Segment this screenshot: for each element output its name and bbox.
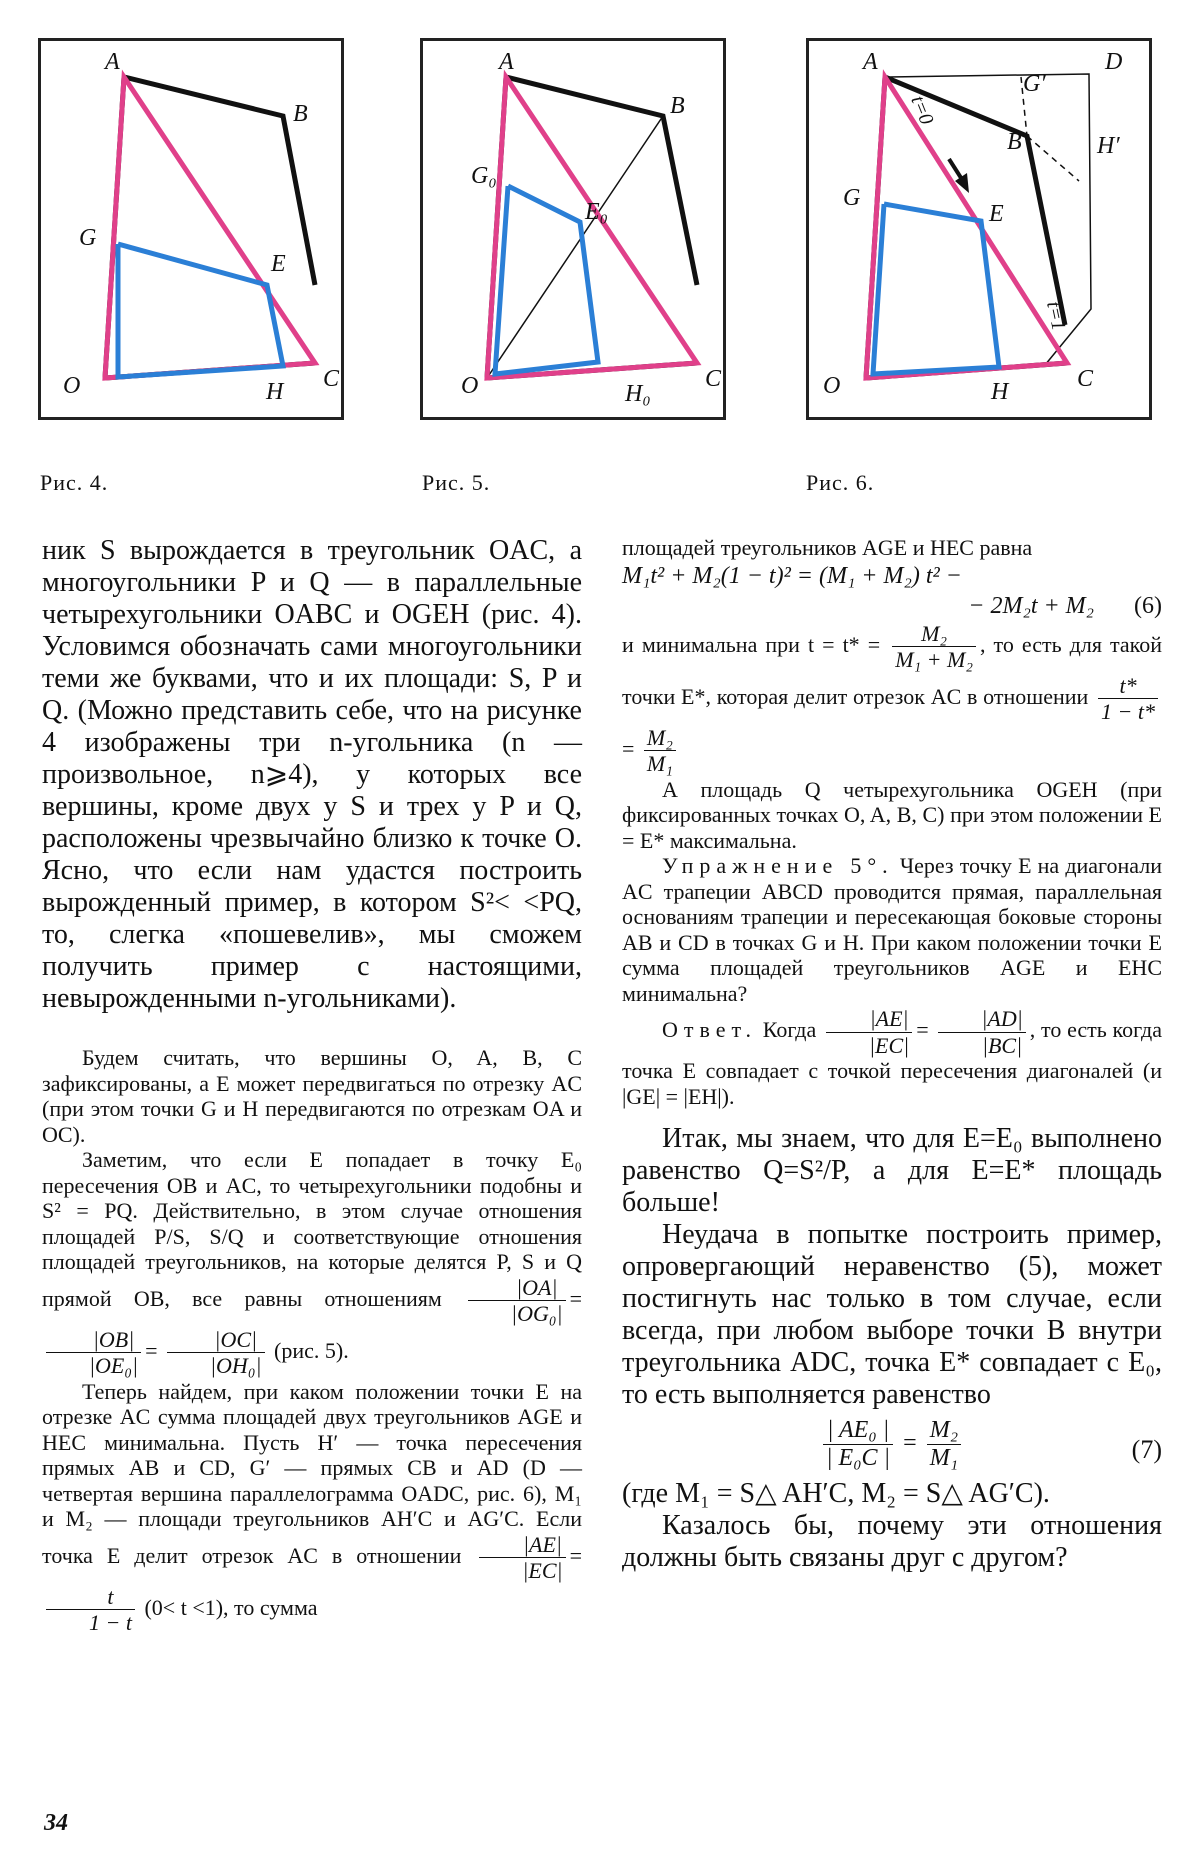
exercise-label: Упражнение 5°. [662,853,894,878]
ratio-ob-num: |OB| [46,1327,141,1354]
caption-fig6: Рис. 6. [806,470,875,495]
frac-tstar-ratio-num: t* [1098,673,1158,700]
ratio-oa-num: |OA| [468,1275,566,1302]
label-a: A [105,49,120,75]
label-g0: G₀ [471,163,497,189]
ratio-ec-den: |EC| [522,1558,563,1583]
answer: Ответ. Когда $\frac{|AE|}{|EC|}$ = $\frac{|AD|}{|BC|}$ , то есть когда точка E совпадает с точкой пересечения диагоналей (и |GE| = |EH|). [622,1006,1162,1109]
paragraph-area-sum: площадей треугольников AGE и HEC равна [622,535,1033,560]
eq7-left-num: | AE₀ | [823,1417,893,1445]
minimum-text: Теперь найдем, при каком положении точки E на отрезке AC сумма площадей двух треугольников AGE и HEC минимальна. Пусть H′ — точка пересечения прямых AB и CD, G′ — прямых CB и AD (D — четвертая вершина параллелограмма OADC, рис. 6), M₁ и M₂ — площади треугольников AH′C и AG′C. Если точка E делит отрезок AC в отношении [42,1378,582,1568]
paragraph-similarity: Заметим, что если E попадает в точку E₀ пересечения OB и AC, то четырехугольники подобны и S² = PQ. Действительно, в этом случае отношения площадей P/S, S/Q и соответствующие отношения площадей треугольников, на которые делятся P, S и Q прямой OB, все равны отношениям $\frac{|OA|}{\text{|OG₀|}}$ = $\frac{|OB|}{\text{|OE₀|}}$ = $\frac{|OC|}{\text{|OH₀|}}$ (рис. 5). [42,1147,582,1378]
ratio-t-den: 1 − t [89,1610,132,1635]
label-g: G [843,185,861,211]
ratio-oc-den: |OH₀| [210,1353,262,1378]
side-ab-bc [506,77,697,285]
label-t1: t=1 [1042,299,1070,333]
label-c: C [705,366,722,392]
ratio-ob [46,1327,141,1379]
ratio-ae-num: |AE| [479,1532,565,1559]
label-c: C [1077,366,1094,392]
ratio-ae-ec [479,1532,565,1584]
paragraph-minimum: Теперь найдем, при каком положении точки E на отрезке AC сумма площадей двух треугольников AGE и HEC минимальна. Пусть H′ — точка пересечения прямых AB и CD, G′ — прямых CB и AD (D — четвертая вершина параллелограмма OADC, рис. 6), M₁ и M₂ — площади треугольников AH′C и AG′C. Если точка E делит отрезок AC в отношении $\frac{|AE|}{|EC|}$ = $\frac{t}{1 - t}$ (0< t <1), то сумма [42,1378,583,1635]
eq7-left [823,1417,893,1472]
eq7-right [927,1417,961,1472]
label-d: D [1105,49,1123,75]
answer-when: Когда [762,1017,817,1043]
ratio-t [46,1584,135,1636]
label-e: E [271,251,286,277]
ratio-t-num: t [46,1584,135,1611]
frac-m2: M₂ [644,725,676,752]
equation-6-rhs: − 2M₂t + M₂ [968,592,1095,619]
paragraph-where: (где M₁ = S△ AH′C, M₂ = S△ AG′C). [622,1478,1050,1509]
label-b: B [670,93,685,119]
exercise-5 [622,853,1162,1006]
tstar-equals: = [622,735,635,761]
label-e: E [989,201,1004,227]
eq7-left-den: | E₀C | [825,1445,891,1471]
tstar-text-2: , то есть для такой точки E*, которая делит отрезок AC в отношении [622,631,1162,709]
frac-tstar-num: M₂ [892,621,976,648]
right-column [622,535,1162,1574]
figure-4-drawing [41,41,347,423]
paragraph-failure: Неудача в попытке построить пример, опровергающий неравенство (5), может постигнуть нас только в том случае, если всегда, при любом выборе точки B внутри треугольника ADC, точка E* совпадает с E₀, то есть выполняется равенство [622,1219,1162,1410]
quad-ogeh [873,204,999,374]
answer-text: , то есть когда точка E совпадает с точкой пересечения диагоналей (и |GE| = |EH|). [622,1017,1162,1109]
answer-ratio-1 [826,1006,912,1058]
quad-ogeh [118,244,283,377]
exercise-text: Через точку E на диагонали AC трапеции ABCD проводится прямая, параллельная основаниям трапеции и пересекающая боковые стороны AB и CD в точках G и H. При каком положении точки E сумма площадей треугольников AGE и EHC минимальна? [622,853,1163,1006]
eq7-right-den: M₁ [929,1445,959,1471]
figure-5 [420,38,726,420]
label-a: A [863,49,878,75]
paragraph-tstar [622,621,1162,777]
equation-6-line2 [622,591,1162,621]
ratio-oa [468,1275,566,1327]
ratio-oa-den: |OG₀| [511,1301,563,1326]
label-g-prime: G′ [1023,71,1046,97]
answer-ratio-2-num: |AD| [938,1006,1025,1033]
figure-6 [806,38,1152,420]
minimum-tail: (0< t <1), то сумма [144,1594,318,1620]
quad-og0e0h0 [495,186,598,374]
paragraph-degenerate: ник S вырождается в треугольник OAC, а многоугольники P и Q — в параллельные четырехугольники OABC и OGEH (рис. 4). Условимся обозначать сами многоугольники теми же буквами, что и их площади: S, P и Q. (Можно представить себе, что на рисунке 4 изображены три n-угольника (n — произвольное, n⩾4), у которых все вершины, кроме двух у S и трех у P и Q, расположены чрезвычайно близко к точке O. Ясно, что если нам удастся построить вырожденный пример, в котором S²< <PQ, то, слегка «пошевелив», мы сможем получить пример с настоящими, невырожденными n-угольниками). [42,535,582,1014]
caption-fig4: Рис. 4. [40,470,109,495]
page-number: 34 [44,1810,68,1836]
frac-m1: M₁ [646,751,673,776]
paragraph-fixed-vertices: Будем считать, что вершины O, A, B, C зафиксированы, а E может передвигаться по отрезку AC (при этом точки G и H передвигаются по отрезкам OA и OC). [42,1045,582,1147]
caption-fig5: Рис. 5. [422,470,491,495]
figure-4 [38,38,344,420]
paragraph-so-we-know: Итак, мы знаем, что для E=E₀ выполнено равенство Q=S²/P, а для E=E* площадь больше! [622,1123,1162,1218]
label-c: C [323,366,340,392]
label-o: O [823,373,841,399]
answer-ratio-1-num: |AE| [826,1006,912,1033]
label-h-prime: H′ [1097,133,1120,159]
label-g: G [79,225,97,251]
ratio-ob-den: |OE₀| [89,1353,139,1378]
answer-ratio-1-den: |EC| [868,1032,910,1058]
label-o: O [63,373,81,399]
equation-6-number: (6) [1134,592,1162,619]
paragraph-max-area: А площадь Q четырехугольника OGEH (при фиксированных точках O, A, B, C) при этом положении E = E* максимальна. [622,776,1162,853]
paragraph-why: Казалось бы, почему эти отношения должны быть связаны друг с другом? [622,1510,1162,1573]
label-h0: H₀ [625,381,651,407]
label-e0: E₀ [585,199,609,225]
label-h: H [266,379,284,405]
label-a: A [499,49,514,75]
figure-6-drawing [809,41,1155,423]
triangle-oac [866,77,1067,378]
ratio-oc [167,1327,265,1379]
equation-7-number: (7) [1131,1435,1162,1464]
frac-m2-m1 [644,725,676,777]
similarity-tail: (рис. 5). [274,1337,349,1363]
frac-tstar-den: M₁ + M₂ [895,647,973,672]
left-column [42,535,582,1636]
equation-6-line1: M₁t² + M₂(1 − t)² = (M₁ + M₂) t² − [622,562,962,589]
equation-7: $\frac{\text{| AE₀ |}}{\text{| E₀C |}}$ = $\frac{\text{M₂}}{\text{M₁}}$ (7) [622,1417,1162,1472]
ratio-oc-num: |OC| [167,1327,265,1354]
label-b: B [1007,129,1022,155]
label-b: B [293,101,308,127]
answer-ratio-2-den: |BC| [981,1032,1023,1058]
frac-tstar-ratio-den: 1 − t* [1101,699,1156,724]
frac-tstar [892,621,976,673]
tstar-text: и минимальна при t = t* = [622,631,881,657]
label-o: O [461,373,479,399]
figure-5-drawing [423,41,729,423]
answer-label: Ответ. [662,1017,757,1043]
answer-ratio-2 [938,1006,1025,1058]
frac-tstar-ratio [1098,673,1158,725]
similarity-text: Заметим, что если E попадает в точку E₀ пересечения OB и AC, то четырехугольники подобны и S² = PQ. Действительно, в этом случае отношения площадей P/S, S/Q и соответствующие отношения площадей треугольников, на которые делятся P, S и Q прямой OB, все равны отношениям [42,1147,582,1311]
label-h: H [991,379,1009,405]
diagonal-ob [487,116,663,378]
label-t0: t=0 [906,92,938,128]
eq7-right-num: M₂ [927,1417,961,1445]
